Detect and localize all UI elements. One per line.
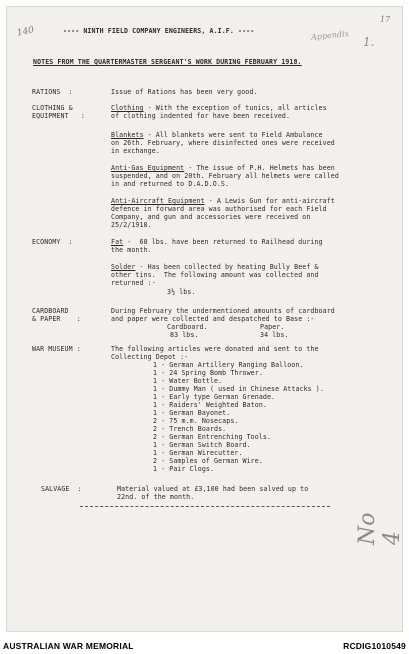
document-title: NOTES FROM THE QUARTERMASTER SERGEANT'S WORK DURING FEBRUARY 1918. [33, 58, 302, 66]
museum-item: 1 - German Switch Board. [153, 441, 251, 449]
museum-item: 1 - German Bayonet. [153, 409, 231, 417]
cardboard-label-line1: CARDBOARD [32, 307, 69, 315]
solder-paragraph [111, 263, 319, 271]
paper-column-heading: Paper. [260, 323, 285, 331]
salvage-label: SALVAGE : [41, 485, 82, 493]
museum-item: 2 - Samples of German Wire. [153, 457, 263, 465]
antiair-line4: 25/2/1918. [111, 221, 152, 229]
paper-amount: 34 lbs. [260, 331, 289, 339]
document-page [6, 6, 403, 632]
cardboard-column-heading: Cardboard. [167, 323, 208, 331]
cardboard-line1: During February the undermentioned amounts of cardboard [111, 307, 335, 315]
economy-label: ECONOMY : [32, 238, 73, 246]
handwritten-document-number: No 4 [355, 512, 405, 545]
handwritten-appendix-number: 1. [363, 35, 375, 49]
museum-item: 1 - Pair Clogs. [153, 465, 215, 473]
blankets-line1: - All blankets were sent to Field Ambulance [143, 131, 323, 139]
war-museum-label: WAR MUSEUM : [32, 345, 81, 353]
blankets-line2: on 26th. February, where disinfected ones were received [111, 139, 335, 147]
cardboard-label-line2: & PAPER : [32, 315, 81, 323]
blankets-paragraph [111, 131, 323, 139]
clothing-line1: - With the exception of tunics, all articles [143, 104, 327, 112]
antiair-paragraph [111, 197, 335, 205]
museum-item: 2 - Trench Boards. [153, 425, 227, 433]
blankets-heading: Blankets [111, 131, 144, 139]
clothing-line2: of clothing indented for have been received. [111, 112, 291, 120]
footer-record-id: RCDIG1010549 [343, 641, 406, 651]
antigas-heading: Anti-Gas Equipment [111, 164, 185, 172]
clothing-heading: Clothing [111, 104, 144, 112]
war-museum-line1: The following articles were donated and sent to the [111, 345, 319, 353]
museum-item: 1 - German Artillery Ranging Balloon. [153, 361, 304, 369]
museum-item: 1 - German Wirecutter. [153, 449, 243, 457]
blankets-line3: in exchange. [111, 147, 160, 155]
museum-item: 1 - Raiders' Weighted Baton. [153, 401, 267, 409]
solder-line1: - Has been collected by heating Bully Beef & [135, 263, 319, 271]
cardboard-amount: 83 lbs. [170, 331, 199, 339]
solder-line3: returned :- [111, 279, 156, 287]
antigas-line2: suspended, and on 20th. February all helmets were called [111, 172, 339, 180]
solder-line2: other tins. The following amount was collected and [111, 271, 319, 279]
antigas-line1: - The issue of P.H. Helmets has been [184, 164, 335, 172]
antiair-heading: Anti-Aircraft Equipment [111, 197, 205, 205]
museum-item: 2 - German Entrenching Tools. [153, 433, 272, 441]
salvage-line2: 22nd. of the month. [117, 493, 195, 501]
war-museum-line2: Collecting Depot :- [111, 353, 189, 361]
antiair-line1: - A Lewis Gun for anti-aircraft [204, 197, 335, 205]
salvage-line1: Material valued at £3,100 had been salved up to [117, 485, 309, 493]
handwritten-appendix-label: Appendix [310, 29, 350, 42]
clothing-label-line1: CLOTHING & [32, 104, 73, 112]
handwritten-folio-number: 140 [16, 25, 36, 39]
cardboard-line2: and paper were collected and despatched to Base :- [111, 315, 315, 323]
museum-item: 1 - Dummy Man ( used in Chinese Attacks ). [153, 385, 324, 393]
fat-line2: the month. [111, 246, 152, 254]
fat-line1: - 68 lbs. have been returned to Railhead during [123, 238, 323, 246]
museum-item: 1 - Water Bottle. [153, 377, 223, 385]
museum-item: 1 - 24 Spring Bomb Thrower. [153, 369, 263, 377]
museum-item: 2 - 75 m.m. Nosecaps. [153, 417, 239, 425]
closing-dashed-rule [80, 506, 330, 507]
fat-paragraph [111, 238, 323, 246]
rations-text: Issue of Rations has been very good. [111, 88, 258, 96]
clothing-label-line2: EQUIPMENT : [32, 112, 85, 120]
antigas-paragraph [111, 164, 335, 172]
antigas-line3: in and returned to D.A.D.O.S. [111, 180, 230, 188]
rations-label: RATIONS : [32, 88, 73, 96]
unit-heading: ---- NINTH FIELD COMPANY ENGINEERS, A.I.F. ---- [63, 27, 255, 35]
antiair-line3: Company, and gun and accessories were received on [111, 213, 311, 221]
solder-heading: Solder [111, 263, 136, 271]
handwritten-page-number: 17 [380, 15, 391, 24]
footer-archive-name: AUSTRALIAN WAR MEMORIAL [3, 641, 134, 651]
fat-heading: Fat [111, 238, 124, 246]
solder-amount: 3½ lbs. [167, 288, 196, 296]
museum-item: 1 - Early type German Grenade. [153, 393, 276, 401]
clothing-paragraph [111, 104, 327, 112]
antiair-line2: defence in forward area was authorised for each Field [111, 205, 327, 213]
